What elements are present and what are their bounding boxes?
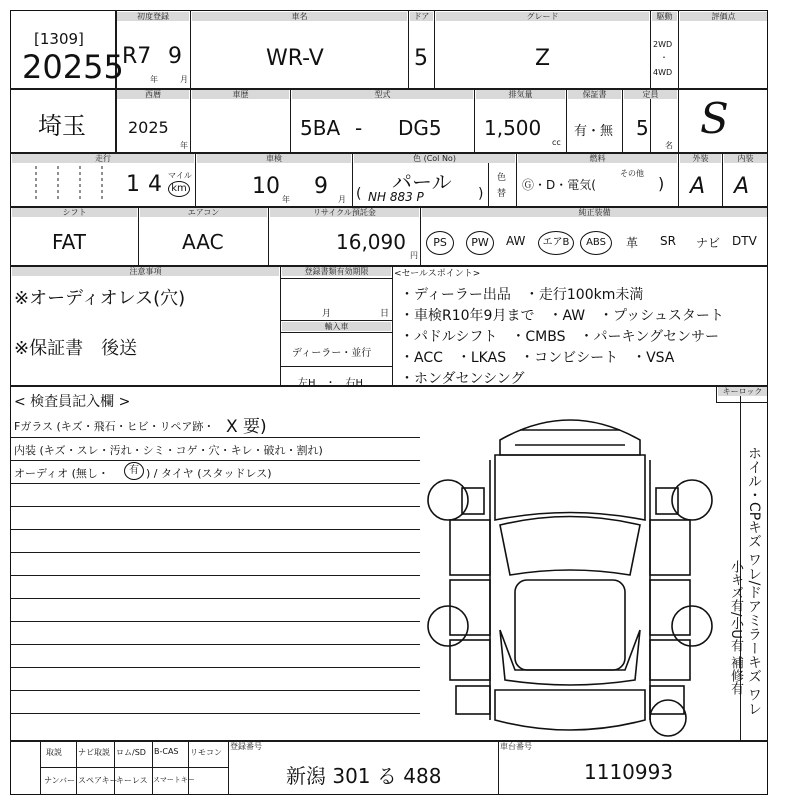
vline <box>474 88 475 152</box>
equip-dtv: DTV <box>732 234 757 248</box>
mileage-digit-1: 1 <box>126 172 140 197</box>
first-reg-month: 9 <box>168 44 182 69</box>
header-key: キーロック <box>718 387 767 396</box>
header-warranty: 保証書 <box>568 90 621 99</box>
hline <box>280 320 392 321</box>
footer-check-6: ナンバー <box>44 776 76 785</box>
cert-dealer: ディーラー・並行 <box>292 348 372 359</box>
color-name: パール <box>392 170 452 194</box>
vline <box>290 88 291 152</box>
recycle-unit: 円 <box>410 251 418 260</box>
hline <box>10 460 420 461</box>
fuel-close: ) <box>658 174 665 193</box>
header-import: 輸入車 <box>282 322 391 331</box>
header-drive: 駆動 <box>652 12 677 21</box>
fuel-other-label: その他 <box>620 169 644 178</box>
header-doors: ドア <box>410 12 433 21</box>
inspector-interior: 内装 (キズ・スレ・汚れ・シミ・コゲ・穴・キレ・破れ・割れ) <box>14 444 323 457</box>
inspection-month-unit: 月 <box>338 195 346 204</box>
sales-point-5: ・ホンダセンシング <box>400 371 525 387</box>
header-fuel: 燃料 <box>518 154 677 163</box>
header-frame: 車台番号 <box>500 742 532 751</box>
color-change-bottom: 替 <box>497 189 507 199</box>
inspector-audio-mark: 有 <box>124 462 144 480</box>
first-reg-month-unit: 月 <box>180 75 188 84</box>
color-paren-close: ) <box>478 186 484 202</box>
cert-day: 日 <box>380 309 390 319</box>
vline <box>650 10 651 153</box>
hline <box>40 767 228 768</box>
sales-points-title: <セールスポイント> <box>394 269 481 279</box>
type-prefix: 5BA <box>300 116 341 140</box>
vline <box>195 152 196 206</box>
vline <box>408 10 409 88</box>
header-cert-expiry: 登録書類有効期限 <box>282 267 391 276</box>
hline <box>10 385 768 387</box>
lot-code: [1309] <box>34 30 84 48</box>
vline <box>722 152 723 206</box>
lot-number: 20255 <box>22 48 124 86</box>
cert-steering: 左H ・ 右H <box>298 378 364 389</box>
vline <box>678 10 679 88</box>
footer-check-9: スマートキー <box>153 776 195 784</box>
header-mileage: 走行 <box>12 154 194 163</box>
vline <box>280 265 281 385</box>
vline <box>516 152 517 206</box>
hline <box>280 278 392 279</box>
header-chassis: 車歴 <box>192 90 289 99</box>
hline <box>10 621 420 622</box>
header-exterior: 外装 <box>680 154 721 163</box>
header-inspection: 車検 <box>197 154 351 163</box>
equip-navi: ナビ <box>696 236 721 250</box>
mileage-digit-dividers <box>20 166 120 202</box>
model-year: 2025 <box>128 118 169 137</box>
hline <box>10 437 420 438</box>
header-score: 評価点 <box>680 12 767 21</box>
first-reg-year-unit: 年 <box>150 75 158 84</box>
mileage-unit-km: km <box>168 181 190 197</box>
shift-value: FAT <box>52 230 87 254</box>
header-plate: 登録番号 <box>230 742 262 751</box>
hline <box>10 483 420 484</box>
score-handwritten: S <box>700 94 729 143</box>
vline <box>114 740 115 795</box>
type-code: DG5 <box>398 116 442 140</box>
inspector-glass: Fガラス (キズ・飛石・ヒビ・リペア跡・ <box>14 420 215 433</box>
equip-leather: 革 <box>626 236 639 250</box>
sales-point-2: ・車検R10年9月まで ・AW ・プッシュスタート <box>400 308 724 324</box>
vline <box>190 10 191 88</box>
interior-score: A <box>734 174 750 199</box>
mileage-digit-2: 4 <box>148 172 162 197</box>
header-aircon: エアコン <box>140 208 267 217</box>
vline <box>40 740 41 795</box>
hline <box>10 506 420 507</box>
capacity-value: 5 <box>636 116 649 140</box>
capacity-unit: 名 <box>665 141 673 150</box>
vline <box>228 740 229 795</box>
equip-sr: SR <box>660 234 676 248</box>
footer-check-1: 取説 <box>46 748 62 757</box>
sales-point-3: ・パドルシフト ・CMBS ・パーキングセンサー <box>400 329 720 345</box>
inspector-glass-mark: X 要) <box>226 417 267 437</box>
hline <box>10 598 420 599</box>
vline <box>678 152 679 206</box>
inspection-year-unit: 年 <box>282 195 290 204</box>
fuel-options: Ⓖ・D・電気( <box>522 178 596 192</box>
equip-pw: PW <box>466 231 494 255</box>
footer-check-2: ナビ取説 <box>78 748 110 757</box>
hline <box>10 575 420 576</box>
vline <box>622 88 623 152</box>
color-paren-open: ( <box>356 186 362 202</box>
sales-point-1: ・ディーラー出品 ・走行100km未満 <box>400 287 644 303</box>
header-car-name: 車名 <box>192 12 407 21</box>
inspection-year: 10 <box>252 174 280 199</box>
first-reg-era: R7 <box>122 44 152 69</box>
drive-2wd: 2WD <box>653 40 673 49</box>
vline <box>152 740 153 795</box>
frame-number: 1110993 <box>584 760 674 784</box>
color-change-top: 色 <box>497 173 507 183</box>
car-diagram <box>420 400 720 740</box>
recycle-value: 16,090 <box>336 230 406 254</box>
vline <box>268 206 269 265</box>
sales-point-4: ・ACC ・LKAS ・コンビシート ・VSA <box>400 350 675 366</box>
header-color: 色 (Col No) <box>354 154 515 163</box>
drive-4wd: 4WD <box>653 68 673 77</box>
inspector-title: < 検査員記入欄 > <box>14 394 131 410</box>
vline <box>352 152 353 206</box>
note-line-2: ※保証書 後送 <box>14 338 138 359</box>
prefecture: 埼玉 <box>38 112 86 140</box>
grade-value: Z <box>535 46 551 71</box>
header-shift: シフト <box>12 208 137 217</box>
model-year-unit: 年 <box>180 141 188 150</box>
hline <box>10 713 420 714</box>
warranty-value: 有・無 <box>574 124 614 139</box>
header-equipment: 純正装備 <box>422 208 767 217</box>
plate-number: 新潟 301 る 488 <box>286 764 442 788</box>
hline <box>10 667 420 668</box>
vline <box>434 10 435 88</box>
inspector-audio-rest: ) / タイヤ (スタッドレス) <box>146 467 272 480</box>
doors-value: 5 <box>414 46 428 71</box>
vline <box>76 740 77 795</box>
type-dash: - <box>355 116 363 140</box>
note-line-1: ※オーディオレス(穴) <box>14 288 186 309</box>
header-grade: グレード <box>436 12 649 21</box>
inspector-side-note-main: ホイル・CPキズ ワレ/ドアミラーキズ ワレ <box>746 446 762 716</box>
aircon-value: AAC <box>182 230 224 254</box>
hline <box>10 740 768 742</box>
footer-check-4: B-CAS <box>154 747 179 756</box>
equip-airbag: エアB <box>538 231 574 255</box>
displacement-value: 1,500 <box>484 116 542 140</box>
hline <box>10 529 420 530</box>
footer-check-8: キーレス <box>116 776 148 785</box>
header-interior: 内装 <box>724 154 767 163</box>
hline <box>280 366 392 367</box>
vline <box>392 265 393 385</box>
header-capacity: 定員 <box>624 90 677 99</box>
hline <box>280 332 392 333</box>
header-type: 型式 <box>292 90 473 99</box>
inspector-audio: オーディオ (無し・ <box>14 467 109 480</box>
header-recycle: リサイクル預託金 <box>270 208 419 217</box>
equip-aw: AW <box>506 234 526 248</box>
hline <box>10 552 420 553</box>
header-notes: 注意事項 <box>12 267 279 276</box>
vline <box>420 206 421 265</box>
footer-check-5: リモコン <box>190 748 222 757</box>
hline <box>716 402 768 403</box>
cert-month: 月 <box>322 309 332 319</box>
vline <box>498 740 499 795</box>
footer-check-7: スペアキー <box>78 776 118 785</box>
header-first-reg: 初度登録 <box>117 12 189 21</box>
hline <box>10 644 420 645</box>
color-code: NH 883 P <box>368 190 424 204</box>
drive-dot: ・ <box>660 53 668 62</box>
hline <box>10 690 420 691</box>
inspection-month: 9 <box>314 174 328 199</box>
exterior-score: A <box>690 174 706 199</box>
vline <box>188 740 189 795</box>
mileage-unit-mile: マイル <box>168 171 192 180</box>
inspector-side-note-sub: 小キズ有/小U有 補修有 <box>728 560 743 696</box>
vline <box>138 206 139 265</box>
header-displacement: 排気量 <box>476 90 565 99</box>
equip-ps: PS <box>426 231 454 255</box>
vline <box>190 88 191 152</box>
vline <box>678 88 679 152</box>
cc-unit: cc <box>552 138 561 147</box>
equip-abs: ABS <box>580 231 612 255</box>
header-year: 西暦 <box>117 90 189 99</box>
footer-check-3: ロム/SD <box>116 748 146 757</box>
vline <box>566 88 567 152</box>
car-name-value: WR-V <box>266 46 324 71</box>
